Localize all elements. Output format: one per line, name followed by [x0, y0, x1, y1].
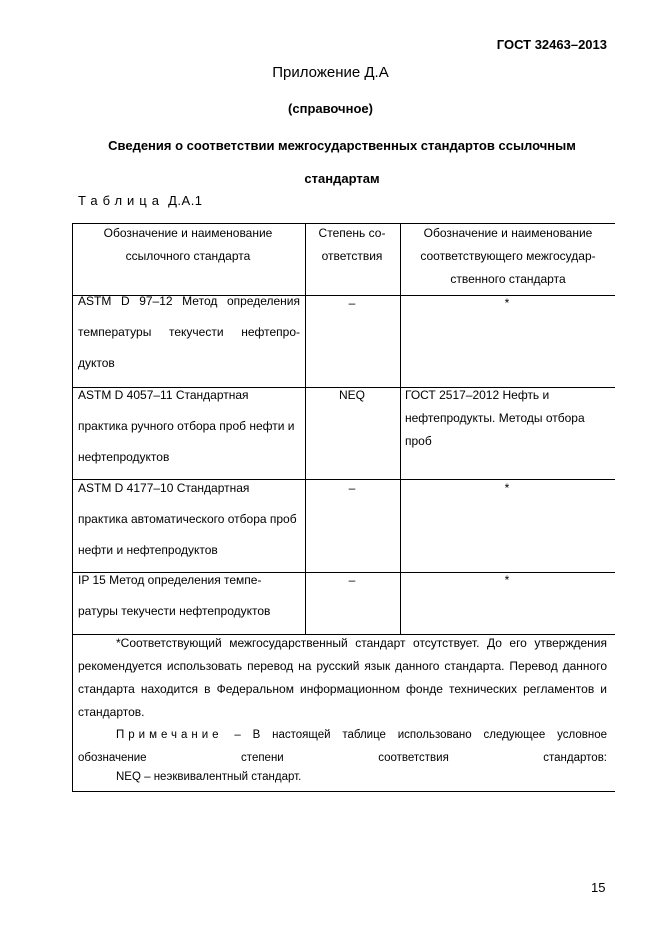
table-row-degree: –: [348, 481, 356, 495]
table-caption-word: Таблица: [78, 193, 164, 208]
column-header-reference: Обозначение и наименование ссылочного стандарта: [103, 226, 273, 263]
column-header-gost: Обозначение и наименование соответствующего межгосудар-ственного стандарта: [420, 226, 596, 286]
table-left-border: [72, 223, 73, 792]
note-label: Примечание: [116, 729, 223, 741]
table-row-reference: IP 15 Метод определения темпе-ратуры текучести нефтепродуктов: [78, 573, 271, 618]
standard-designation: ГОСТ 32463–2013: [496, 37, 607, 52]
table-row-reference: ASTM D 97–12 Метод определения температуры текучести нефтепро-дуктов: [78, 294, 300, 370]
table-row-degree: NEQ: [338, 388, 365, 402]
note-text: – В настоящей таблице использовано следующее условное обозначение степени соответствия стандартов:: [78, 729, 607, 764]
appendix-type: (справочное): [288, 101, 373, 116]
table-row-degree: –: [348, 573, 356, 587]
appendix-title: Приложение Д.А: [272, 64, 389, 81]
appendix-heading: Сведения о соответствии межгосударственных стандартов ссылочным стандартам: [108, 138, 576, 186]
table-note: [78, 724, 607, 770]
note-item: NEQ – неэквивалентный стандарт.: [116, 771, 302, 783]
column-header-degree: Степень со-ответствия: [318, 226, 386, 263]
table-row-degree: –: [348, 296, 356, 310]
table-row-gost: *: [504, 296, 510, 310]
table-caption: [78, 193, 203, 208]
table-bottom-border: [72, 791, 615, 792]
table-row-reference: ASTM D 4177–10 Стандартная практика автоматического отбора проб нефти и нефтепродуктов: [78, 481, 297, 557]
table-row-reference: ASTM D 4057–11 Стандартная практика ручного отбора проб нефти и нефтепродуктов: [78, 388, 295, 464]
page-number: 15: [591, 880, 606, 895]
table-row-gost: ГОСТ 2517–2012 Нефть и нефтепродукты. Методы отбора проб: [405, 388, 585, 448]
table-row-gost: *: [504, 573, 510, 587]
table-footnote: *Соответствующий межгосударственный стандарт отсутствует. До его утверждения рекомендуется использовать перевод на русский язык данного стандарта. Перевод данного стандарта находится в Федеральном информационном фонде технических регламентов и стандартов.: [78, 636, 607, 719]
table-caption-number: Д.А.1: [168, 193, 203, 208]
table-row-gost: *: [504, 481, 510, 495]
table-column-divider: [400, 223, 401, 634]
